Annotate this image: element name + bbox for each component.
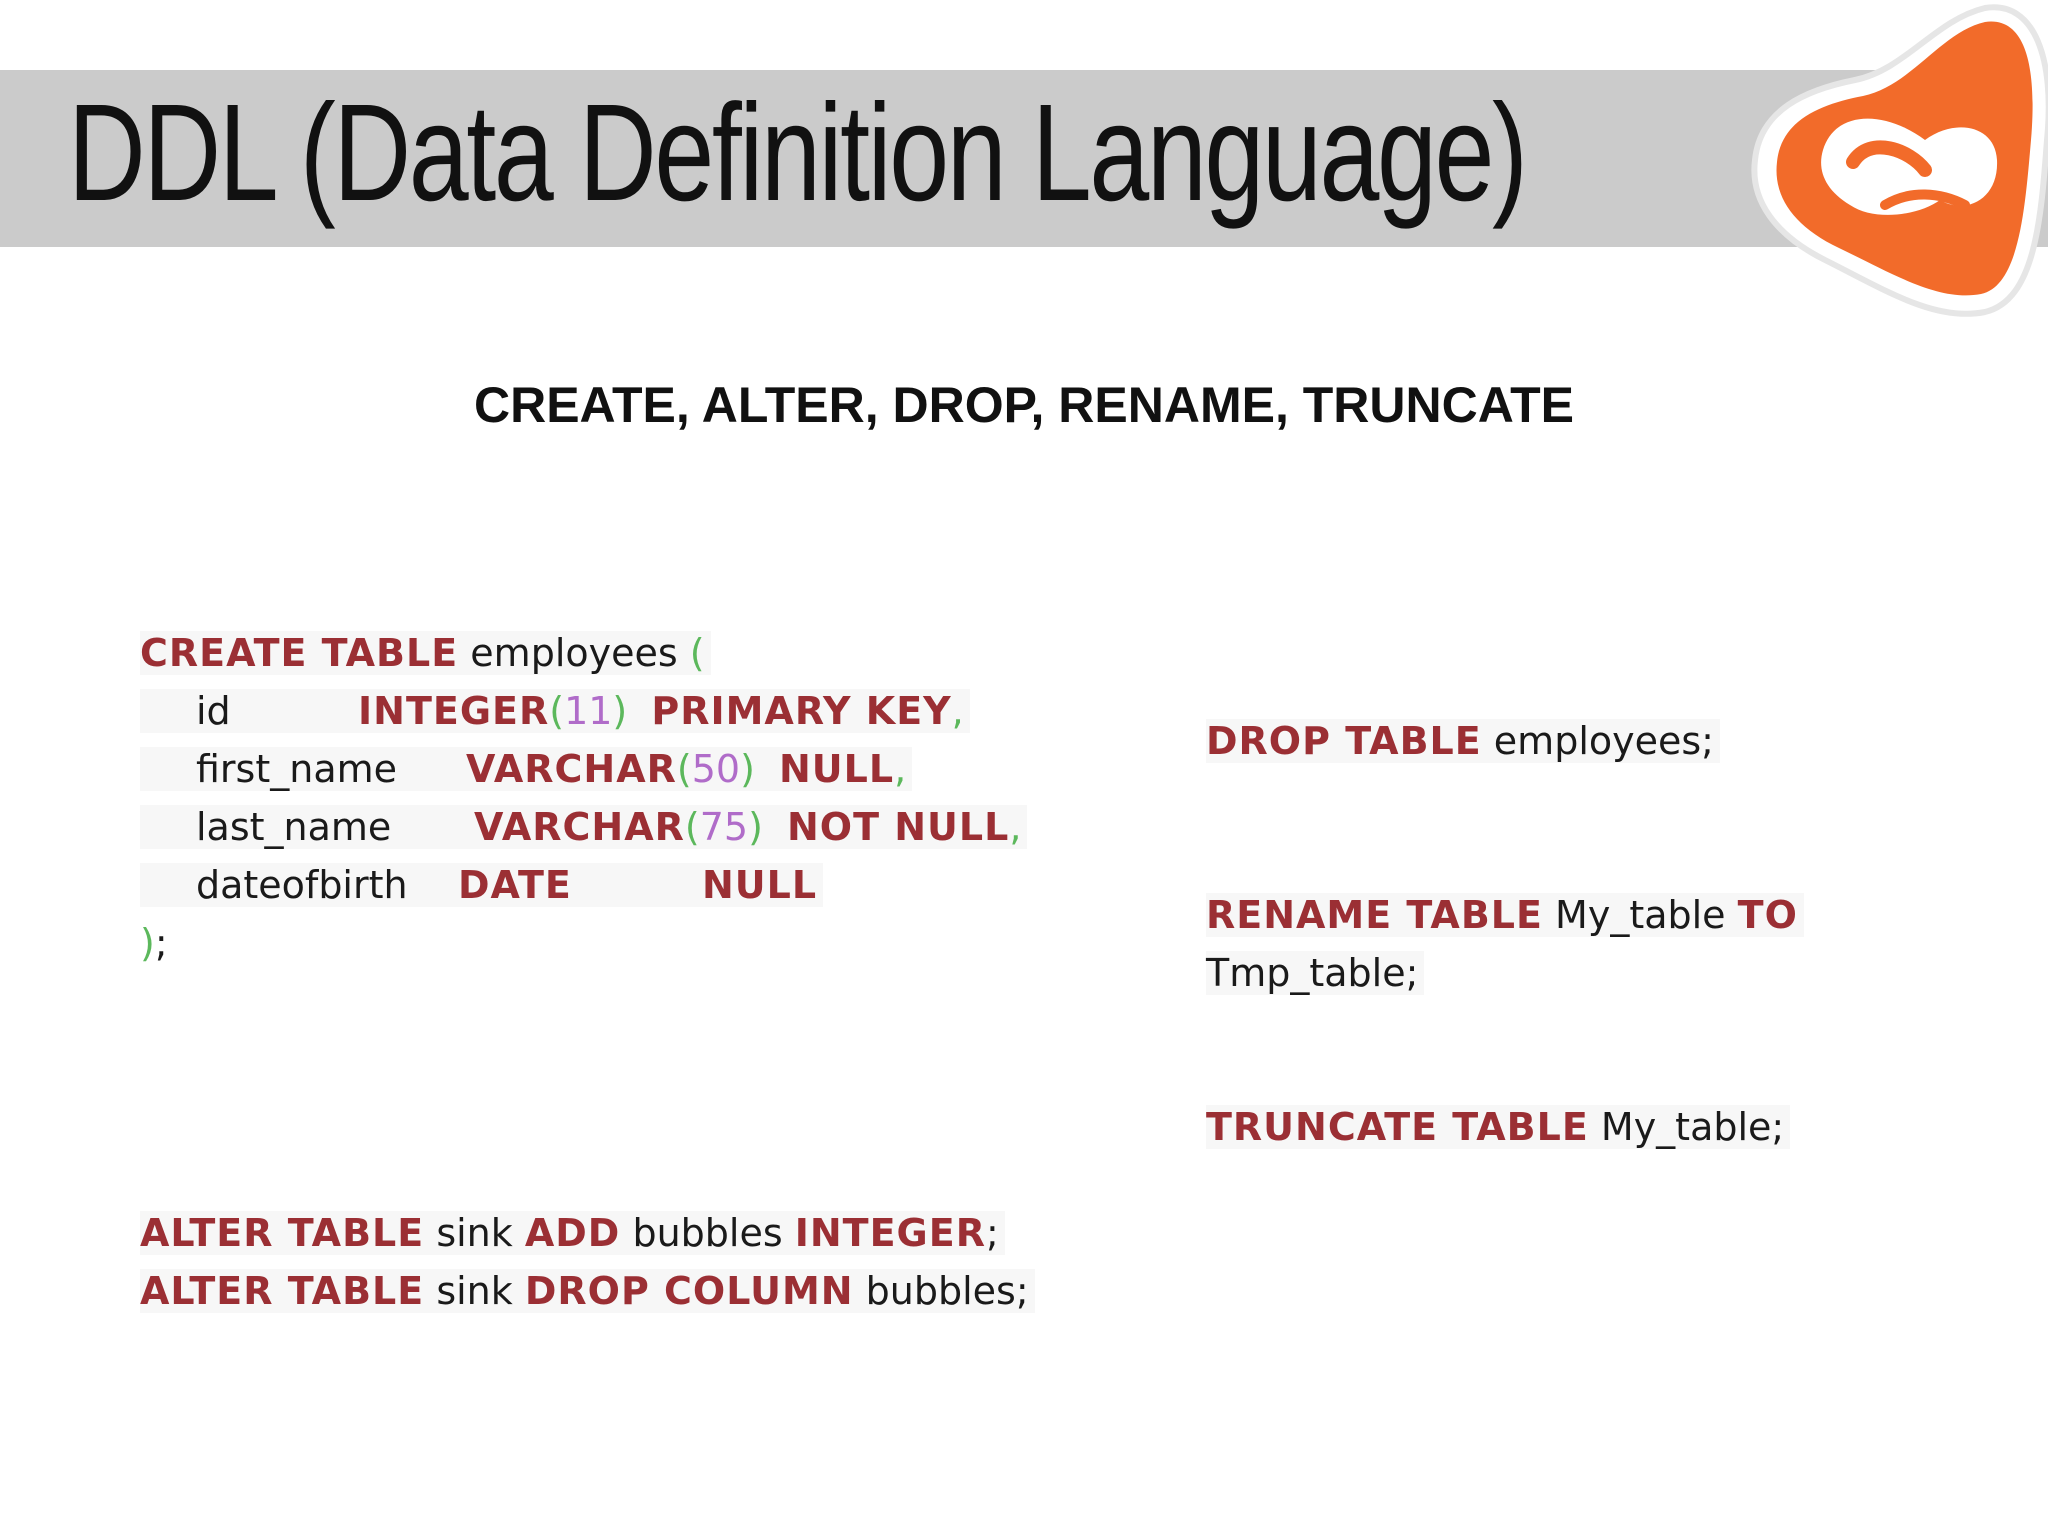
code-line	[140, 682, 1027, 740]
alter-table-code	[140, 1204, 1035, 1320]
code-line	[1206, 886, 1804, 944]
rename-table-code	[1206, 886, 1804, 1002]
code-punctuation: ;	[985, 1211, 999, 1255]
column-name: last_name	[196, 805, 392, 849]
column-name: dateofbirth	[196, 863, 408, 907]
code-line	[140, 1204, 1035, 1262]
code-number: 75	[699, 805, 749, 849]
code-highlight	[140, 747, 912, 791]
code-line	[140, 1262, 1035, 1320]
code-punctuation: (	[676, 747, 692, 791]
code-highlight	[1206, 893, 1804, 937]
code-highlight	[140, 805, 1027, 849]
column-constraint: NULL	[702, 863, 818, 907]
code-identifier: My_table;	[1600, 1105, 1785, 1149]
code-highlight	[140, 1211, 1005, 1255]
code-punctuation: )	[740, 747, 755, 791]
code-line	[1206, 944, 1804, 1002]
code-identifier: employees;	[1493, 719, 1714, 763]
code-line	[1206, 1098, 1790, 1156]
code-punctuation: (	[549, 689, 565, 733]
code-highlight	[1206, 951, 1424, 995]
column-constraint: PRIMARY KEY	[651, 689, 952, 733]
code-punctuation: (	[684, 805, 700, 849]
column-constraint: NOT NULL	[786, 805, 1010, 849]
code-line	[140, 798, 1027, 856]
code-punctuation: ;	[1015, 1269, 1029, 1313]
code-punctuation: ;	[154, 921, 168, 965]
drop-table-code	[1206, 712, 1720, 770]
code-keyword: RENAME TABLE	[1206, 893, 1543, 937]
code-highlight	[1206, 1105, 1790, 1149]
code-keyword: TRUNCATE TABLE	[1206, 1105, 1589, 1149]
column-name: id	[196, 689, 231, 733]
slide-subtitle: CREATE, ALTER, DROP, RENAME, TRUNCATE	[473, 377, 1575, 433]
column-type: DATE	[458, 863, 572, 907]
code-identifier: sink	[436, 1211, 513, 1255]
code-line	[140, 624, 1027, 682]
code-line	[140, 740, 1027, 798]
truncate-table-code	[1206, 1098, 1790, 1156]
column-type: INTEGER	[358, 689, 550, 733]
code-line	[1206, 712, 1720, 770]
code-punctuation: )	[612, 689, 628, 733]
code-number: 11	[564, 689, 613, 733]
code-highlight	[140, 631, 711, 675]
code-line	[140, 856, 1027, 914]
code-punctuation: ,	[894, 747, 907, 791]
code-keyword: TO	[1737, 893, 1798, 937]
code-keyword: DROP COLUMN	[524, 1269, 854, 1313]
code-keyword: CREATE TABLE	[140, 631, 459, 675]
code-punctuation: ,	[951, 689, 964, 733]
code-punctuation: ,	[1009, 805, 1022, 849]
code-identifier: employees	[470, 631, 678, 675]
code-identifier: Tmp_table;	[1206, 951, 1419, 995]
code-identifier: My_table	[1555, 893, 1726, 937]
column-type: VARCHAR	[474, 805, 685, 849]
column-name: first_name	[196, 747, 398, 791]
code-punctuation: )	[140, 921, 155, 965]
code-highlight	[140, 1269, 1035, 1313]
code-keyword: ADD	[524, 1211, 621, 1255]
column-type: VARCHAR	[466, 747, 677, 791]
code-identifier: bubbles	[865, 1269, 1016, 1313]
code-keyword: INTEGER	[794, 1211, 986, 1255]
code-highlight	[140, 863, 823, 907]
code-line	[140, 914, 1027, 972]
code-highlight	[1206, 719, 1720, 763]
code-keyword: DROP TABLE	[1206, 719, 1482, 763]
code-number: 50	[691, 747, 741, 791]
slide-title: DDL (Data Definition Language)	[68, 76, 1526, 230]
code-punctuation: (	[689, 631, 705, 675]
code-identifier: sink	[436, 1269, 513, 1313]
code-keyword: ALTER TABLE	[140, 1211, 425, 1255]
code-highlight	[140, 689, 970, 733]
column-constraint: NULL	[778, 747, 895, 791]
code-identifier: bubbles	[632, 1211, 783, 1255]
create-table-code	[140, 624, 1027, 972]
code-keyword: ALTER TABLE	[140, 1269, 425, 1313]
code-punctuation: )	[748, 805, 763, 849]
orange-blob-logo-icon	[1735, 0, 2048, 330]
